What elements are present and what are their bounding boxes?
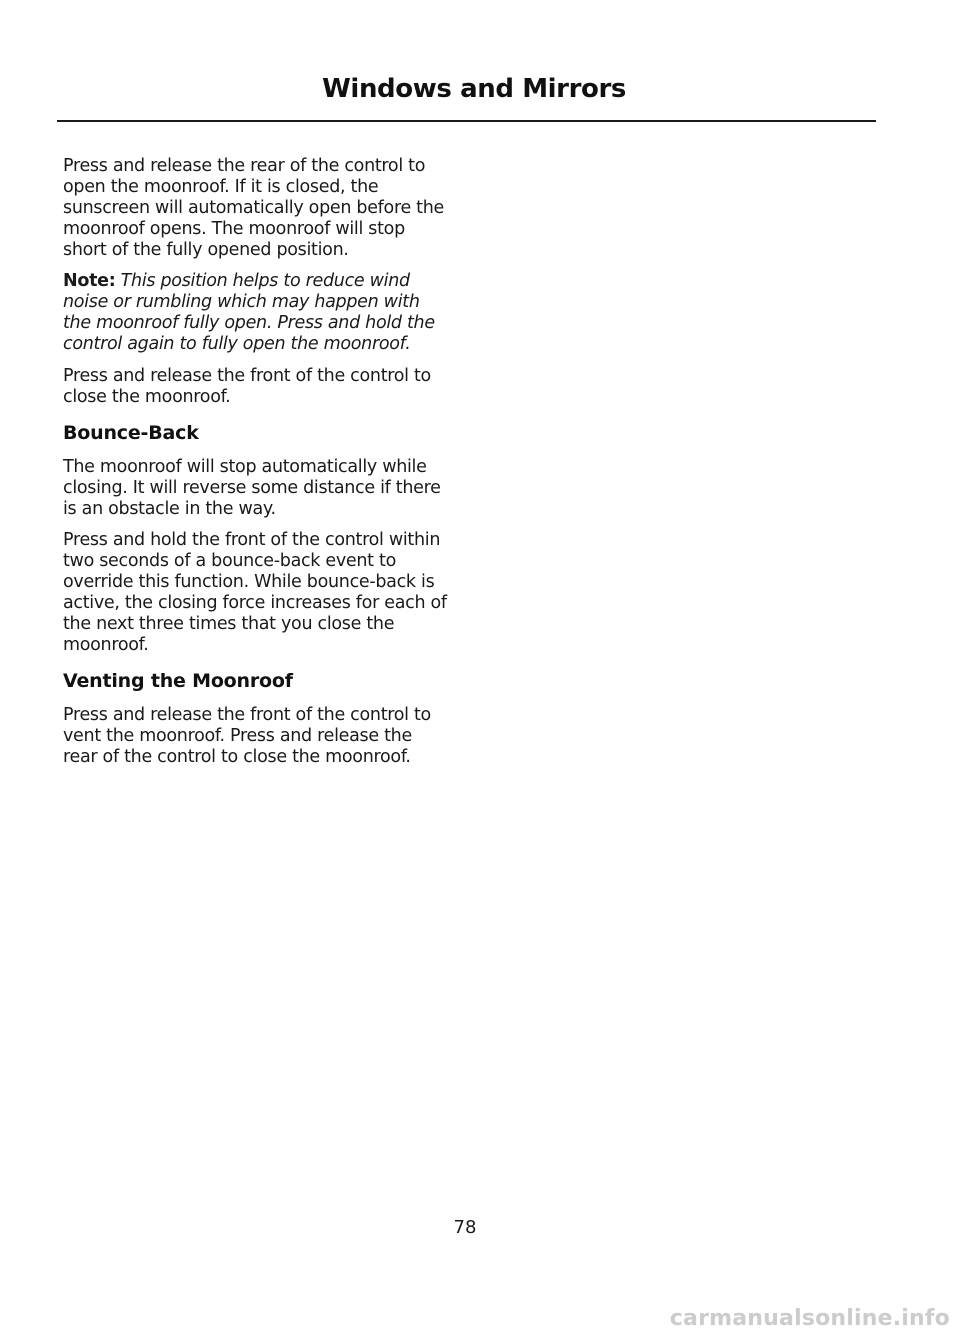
page-number: 78	[453, 1217, 477, 1238]
paragraph-venting-1: Press and release the front of the control to vent the moonroof. Press and release the rear of the control to close the moonroof.	[63, 705, 431, 767]
paragraph-close-moonroof: Press and release the front of the control to close the moonroof.	[63, 366, 431, 407]
watermark: carmanualsonline.info	[669, 1306, 950, 1331]
note-text: This position helps to reduce wind noise or rumbling which may happen with the moonroof fully open. Press and hold the control again to fully open the moonroof.	[63, 271, 435, 354]
note-paragraph	[63, 271, 451, 355]
paragraph-bounce-back-2: Press and hold the front of the control within two seconds of a bounce-back event to override this function. While bounce-back is active, the closing force increases for each of the next three times that you close the moonroof.	[63, 530, 447, 655]
page-title: Windows and Mirrors	[322, 74, 626, 104]
heading-venting-moonroof: Venting the Moonroof	[63, 670, 293, 692]
page-header	[57, 72, 876, 122]
page-content	[63, 156, 451, 778]
note-label: Note:	[63, 271, 116, 291]
paragraph-bounce-back-1: The moonroof will stop automatically while closing. It will reverse some distance if there is an obstacle in the way.	[63, 457, 441, 519]
heading-bounce-back: Bounce-Back	[63, 422, 199, 444]
paragraph-open-moonroof: Press and release the rear of the control to open the moonroof. If it is closed, the sunscreen will automatically open before the moonroof opens. The moonroof will stop short of the fully opened position.	[63, 156, 445, 260]
